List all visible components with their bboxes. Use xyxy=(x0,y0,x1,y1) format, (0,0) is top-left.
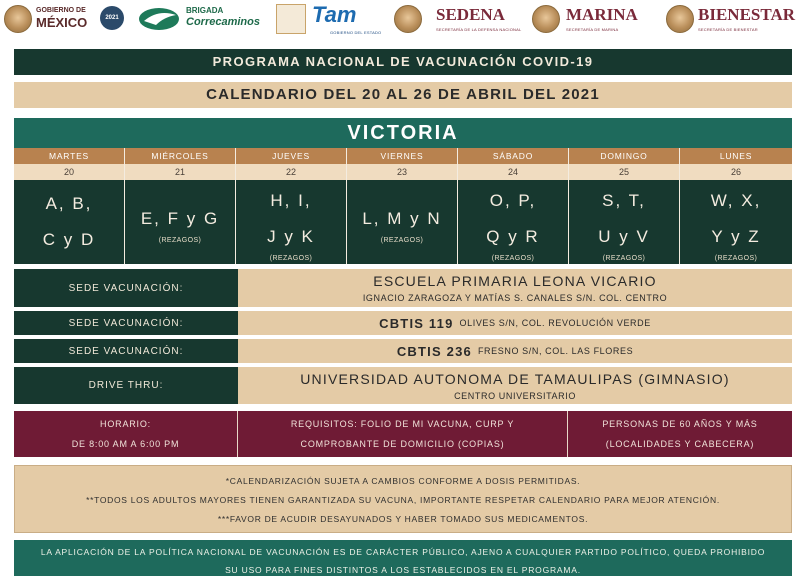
day-numbers-row xyxy=(14,164,792,180)
letters-line1: W, X, xyxy=(710,190,762,210)
horario-value: DE 8:00 AM A 6:00 PM xyxy=(71,439,180,449)
sedena-seal-icon xyxy=(394,5,422,33)
day-number: 24 xyxy=(458,164,569,180)
sede-name: ESCUELA PRIMARIA LEONA VICARIO xyxy=(373,273,657,289)
footer-disclaimer xyxy=(14,540,792,576)
sede-label: SEDE VACUNACIÓN: xyxy=(14,339,238,363)
requisitos-line2: COMPROBANTE DE DOMICILIO (COPIAS) xyxy=(300,439,505,449)
year-badge-icon: 2021 xyxy=(100,6,124,30)
brigada-logo-icon xyxy=(136,5,182,33)
mexico-label: MÉXICO xyxy=(36,15,88,30)
requisitos-line1: REQUISITOS: FOLIO DE MI VACUNA, CURP Y xyxy=(290,419,515,429)
letters-line1: E, F y G xyxy=(140,208,220,228)
sedena-label: SEDENA xyxy=(436,5,505,24)
sede-name: CBTIS 236 xyxy=(396,343,472,359)
sedena-sub-label: SECRETARÍA DE LA DEFENSA NACIONAL xyxy=(436,27,522,32)
letters-cell xyxy=(347,180,458,264)
day-names-row xyxy=(14,148,792,164)
letters-cell xyxy=(14,180,125,264)
sede-address: IGNACIO ZARAGOZA Y MATÍAS S. CANALES S/N. COL. CENTRO xyxy=(362,293,668,303)
footer-line2: SU USO PARA FINES DISTINTOS A LOS ESTABLECIDOS EN EL PROGRAMA. xyxy=(225,565,581,575)
notes-box xyxy=(14,465,792,533)
letters-line1: A, B, xyxy=(45,194,93,213)
calendar-title: CALENDARIO DEL 20 AL 26 DE ABRIL DEL 2021 xyxy=(14,82,792,108)
day-number: 25 xyxy=(569,164,680,180)
day-number: 21 xyxy=(125,164,236,180)
rezagos-label: (REZAGOS) xyxy=(269,254,313,262)
letters-row xyxy=(14,180,792,264)
rezagos-label: (REZAGOS) xyxy=(380,236,424,244)
sede-label: SEDE VACUNACIÓN: xyxy=(14,311,238,335)
tam-logo: Tam xyxy=(312,2,357,27)
marina-label: MARINA xyxy=(566,5,638,24)
letters-line2: Q y R xyxy=(486,226,540,246)
note-line: *CALENDARIZACIÓN SUJETA A CAMBIOS CONFORME A DOSIS PERMITIDAS. xyxy=(225,476,581,486)
sede-name: CBTIS 119 xyxy=(379,315,454,331)
note-line: **TODOS LOS ADULTOS MAYORES TIENEN GARANTIZADA SU VACUNA, IMPORTANTE RESPETAR CALENDARIO PARA MEJOR ATENCIÓN. xyxy=(86,495,720,505)
rezagos-label: (REZAGOS) xyxy=(602,254,646,262)
sede-address: OLIVES S/N, COL. REVOLUCIÓN VERDE xyxy=(459,318,651,328)
day-name: LUNES xyxy=(680,148,792,164)
letters-cell xyxy=(680,180,792,264)
day-number: 23 xyxy=(347,164,458,180)
tam-sub-label: GOBIERNO DEL ESTADO xyxy=(330,30,382,35)
mexico-seal-icon xyxy=(4,5,32,33)
note-line: ***FAVOR DE ACUDIR DESAYUNADOS Y HABER TOMADO SUS MEDICAMENTOS. xyxy=(217,514,589,524)
drive-thru-name: UNIVERSIDAD AUTONOMA DE TAMAULIPAS (GIMNASIO) xyxy=(300,370,730,387)
brigada-label: BRIGADA xyxy=(186,6,224,15)
horario-label: HORARIO: xyxy=(100,419,151,429)
drive-thru-address: CENTRO UNIVERSITARIO xyxy=(454,390,576,401)
sede-address: FRESNO S/N, COL. LAS FLORES xyxy=(477,346,634,356)
marina-sub-label: SECRETARÍA DE MARINA xyxy=(566,27,619,32)
bienestar-label: BIENESTAR xyxy=(698,5,795,24)
letters-cell xyxy=(125,180,236,264)
day-name: DOMINGO xyxy=(569,148,680,164)
day-name: JUEVES xyxy=(236,148,347,164)
day-number: 22 xyxy=(236,164,347,180)
letters-line1: H, I, xyxy=(270,190,312,210)
sede-row xyxy=(14,311,792,335)
sede-value xyxy=(238,311,792,335)
letters-cell xyxy=(458,180,569,264)
requirements-row xyxy=(14,411,792,457)
drive-thru-label: DRIVE THRU: xyxy=(14,367,238,404)
letters-line2: U y V xyxy=(598,226,650,246)
sede-row xyxy=(14,269,792,307)
footer-line1: LA APLICACIÓN DE LA POLÍTICA NACIONAL DE VACUNACIÓN ES DE CARÁCTER PÚBLICO, AJENO A CUALQUIER PARTIDO POLÍTICO, QUEDA PROHIBIDO xyxy=(40,547,766,557)
letters-line1: L, M y N xyxy=(362,208,442,228)
bienestar-seal-icon xyxy=(666,5,694,33)
personas-cell xyxy=(568,411,792,457)
marina-seal-icon xyxy=(532,5,560,33)
letters-cell xyxy=(569,180,680,264)
personas-line1: PERSONAS DE 60 AÑOS Y MÁS xyxy=(602,419,758,429)
drive-thru-row xyxy=(14,367,792,404)
letters-cell xyxy=(236,180,347,264)
personas-line2: (LOCALIDADES Y CABECERA) xyxy=(605,439,755,449)
logo-bar xyxy=(0,0,810,40)
letters-line1: O, P, xyxy=(489,190,537,210)
day-number: 26 xyxy=(680,164,792,180)
horario-cell xyxy=(14,411,238,457)
letters-line2: Y y Z xyxy=(711,226,761,246)
sede-value xyxy=(238,339,792,363)
requisitos-cell xyxy=(238,411,568,457)
tamaulipas-shield-icon xyxy=(276,4,306,34)
day-name: MIÉRCOLES xyxy=(125,148,236,164)
program-title: PROGRAMA NACIONAL DE VACUNACIÓN COVID-19 xyxy=(14,49,792,75)
drive-thru-value xyxy=(238,367,792,404)
letters-line2: C y D xyxy=(42,230,96,249)
gobierno-label: GOBIERNO DE xyxy=(36,7,86,14)
correcaminos-label: Correcaminos xyxy=(186,16,260,28)
sede-row xyxy=(14,339,792,363)
day-name: SÁBADO xyxy=(458,148,569,164)
rezagos-label: (REZAGOS) xyxy=(714,254,758,262)
city-header: VICTORIA xyxy=(14,118,792,148)
rezagos-label: (REZAGOS) xyxy=(491,254,535,262)
letters-line1: S, T, xyxy=(602,190,646,210)
letters-line2: J y K xyxy=(267,226,315,246)
bienestar-sub-label: SECRETARÍA DE BIENESTAR xyxy=(698,27,758,32)
sede-label: SEDE VACUNACIÓN: xyxy=(14,269,238,307)
sede-value xyxy=(238,269,792,307)
day-number: 20 xyxy=(14,164,125,180)
rezagos-label: (REZAGOS) xyxy=(158,236,202,244)
day-name: VIERNES xyxy=(347,148,458,164)
day-name: MARTES xyxy=(14,148,125,164)
